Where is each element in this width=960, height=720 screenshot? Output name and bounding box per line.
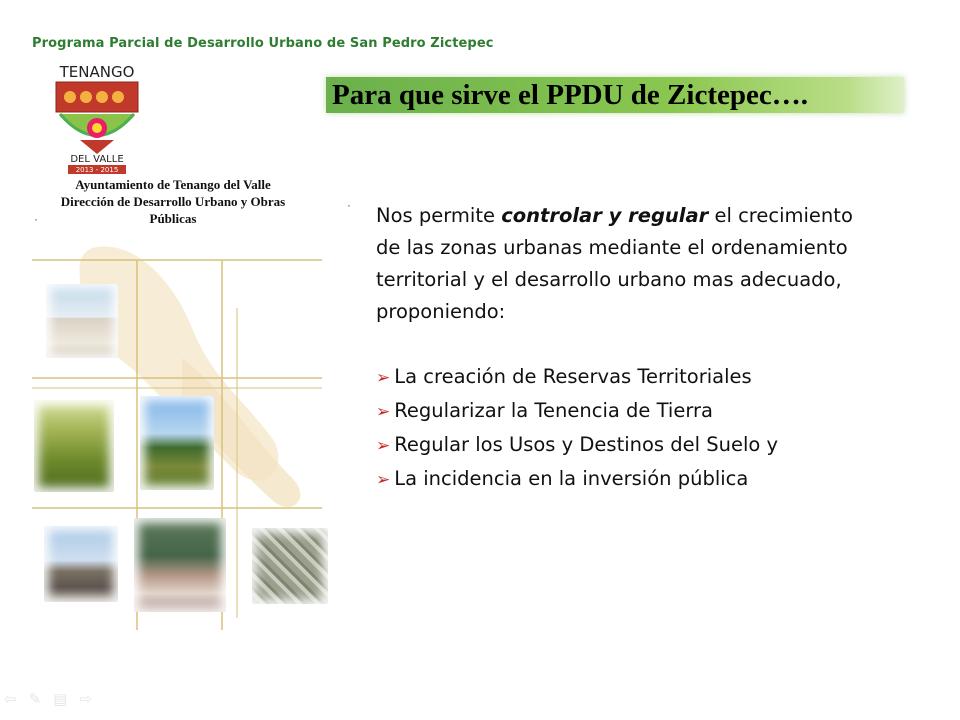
organization-name (28, 176, 318, 227)
bullet-arrow-icon: ➢ (376, 402, 391, 422)
bullet-list (376, 360, 896, 496)
slide-title: Para que sirve el PPDU de Zictepec…. (332, 79, 808, 111)
bullet-text: La incidencia en la inversión pública (394, 467, 749, 490)
list-item (376, 360, 896, 394)
mountains-photo (44, 526, 118, 602)
decorative-dot: · (34, 212, 38, 226)
field-landscape-photo (140, 396, 214, 490)
bullet-text: La creación de Reservas Territoriales (394, 365, 752, 388)
intro-paragraph (376, 200, 856, 328)
logo-top-text: TENANGO (59, 63, 135, 81)
church-photo (46, 284, 118, 358)
slide-title-banner (326, 77, 904, 113)
town-photo (134, 518, 226, 612)
aerial-map-photo (252, 528, 328, 604)
menu-icon[interactable]: ▤ (53, 690, 68, 708)
presentation-header: Programa Parcial de Desarrollo Urbano de San Pedro Zictepec (32, 36, 494, 51)
list-item (376, 462, 896, 496)
arrow-right-icon[interactable]: ⇨ (79, 690, 92, 708)
intro-text-start: Nos permite (376, 204, 502, 227)
intro-emphasis: controlar y regular (501, 204, 709, 227)
org-line-1: Ayuntamiento de Tenango del Valle (75, 177, 271, 192)
bullet-arrow-icon: ➢ (376, 470, 391, 490)
tenango-logo (50, 62, 144, 174)
cornfield-photo (34, 400, 114, 492)
decorative-dot: · (347, 198, 351, 212)
bullet-text: Regular los Usos y Destinos del Suelo y (394, 433, 779, 456)
intro-text-end: el crecimiento de las zonas urbanas mediante el ordenamiento territorial y el desarrollo urbano mas adecuado, proponiendo: (376, 204, 853, 323)
arrow-left-icon[interactable]: ⇦ (4, 690, 17, 708)
org-line-3: Públicas (149, 211, 197, 226)
bullet-arrow-icon: ➢ (376, 436, 391, 456)
logo-bottom-text: DEL VALLE (70, 154, 124, 165)
bullet-arrow-icon: ➢ (376, 368, 391, 388)
photo-collage (22, 238, 342, 638)
org-line-2: Dirección de Desarrollo Urbano y Obras (60, 194, 286, 209)
list-item (376, 428, 896, 462)
list-item (376, 394, 896, 428)
bullet-text: Regularizar la Tenencia de Tierra (394, 399, 713, 422)
slideshow-nav (4, 690, 92, 708)
pen-icon[interactable]: ✎ (28, 690, 42, 708)
logo-years: 2013 - 2015 (75, 166, 119, 174)
